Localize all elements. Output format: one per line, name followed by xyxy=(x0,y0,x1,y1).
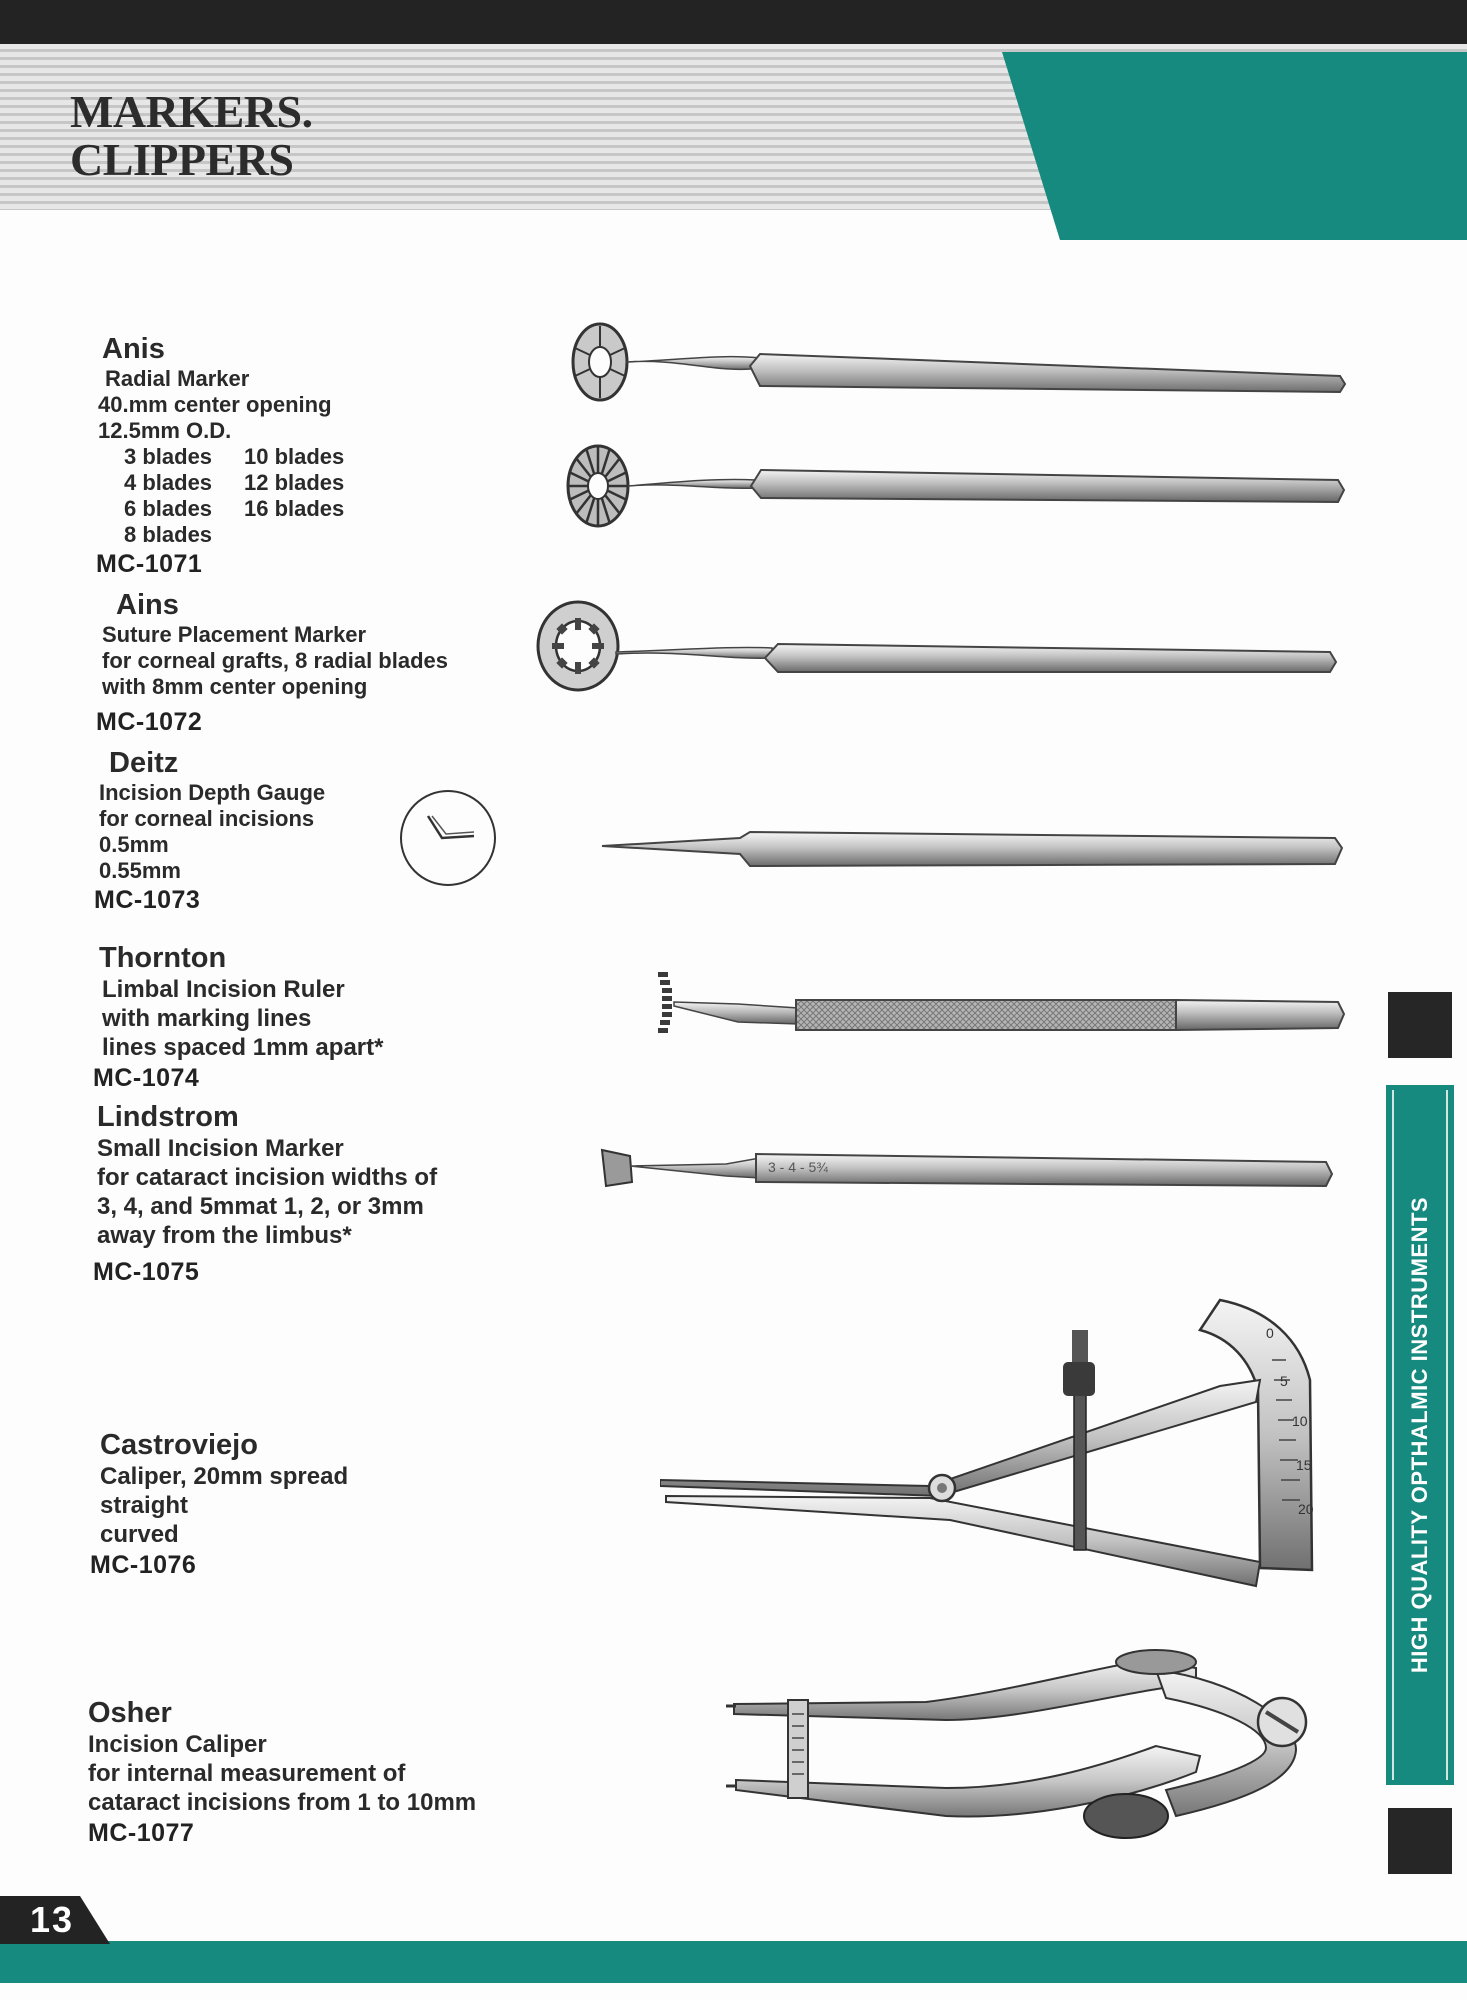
ains-suture-marker-illustration xyxy=(530,598,1340,698)
product-name: Anis xyxy=(102,333,165,365)
title-line-1: MARKERS. xyxy=(70,86,313,137)
product-name: Ains xyxy=(116,589,179,621)
page-title xyxy=(70,88,313,184)
product-line: 0.55mm xyxy=(99,858,181,883)
sidebar-label: HIGH QUALITY OPTHALMIC INSTRUMENTS xyxy=(1407,1196,1432,1674)
lindstrom-scale-label: 3 - 4 - 5¾ xyxy=(768,1159,828,1175)
product-line: for cataract incision widths of xyxy=(97,1164,438,1191)
product-name: Deitz xyxy=(109,747,179,779)
product-code: MC-1073 xyxy=(94,886,201,914)
lindstrom-marker-illustration xyxy=(596,1142,1336,1212)
product-deitz xyxy=(94,746,326,916)
blade-option: 16 blades xyxy=(244,496,345,521)
product-code: MC-1074 xyxy=(93,1064,200,1092)
product-line: for corneal grafts, 8 radial blades xyxy=(102,648,449,673)
product-line: Suture Placement Marker xyxy=(102,622,367,647)
product-line: 40.mm center opening xyxy=(98,392,332,417)
product-line: away from the limbus* xyxy=(97,1222,352,1249)
product-line: with 8mm center opening xyxy=(102,674,368,699)
product-line: Small Incision Marker xyxy=(97,1135,344,1162)
product-name: Thornton xyxy=(99,942,227,974)
anis-radial-marker-open-illustration xyxy=(560,318,1350,413)
blade-option: 12 blades xyxy=(244,470,345,495)
blade-option: 8 blades xyxy=(124,522,213,547)
blade-option: 4 blades xyxy=(124,470,213,495)
anis-radial-marker-multiblade-illustration xyxy=(556,440,1346,535)
top-dark-band xyxy=(0,0,1467,44)
product-name: Lindstrom xyxy=(97,1101,239,1133)
product-line: for internal measurement of xyxy=(88,1760,406,1787)
product-line: for corneal incisions xyxy=(99,806,315,831)
product-line: cataract incisions from 1 to 10mm xyxy=(88,1789,477,1816)
product-code: MC-1077 xyxy=(88,1819,195,1847)
caliper-scale-0: 0 xyxy=(1266,1325,1274,1341)
product-line: 0.5mm xyxy=(99,832,169,857)
product-line: 3, 4, and 5mmat 1, 2, or 3mm xyxy=(97,1193,424,1220)
caliper-scale-20: 20 xyxy=(1298,1501,1314,1517)
caliper-scale-15: 15 xyxy=(1296,1457,1312,1473)
product-line: Radial Marker xyxy=(105,366,250,391)
product-line: Limbal Incision Ruler xyxy=(102,976,345,1003)
product-code: MC-1071 xyxy=(96,550,203,578)
page-number: 13 xyxy=(30,1899,75,1940)
product-anis xyxy=(96,332,364,580)
product-name: Osher xyxy=(88,1697,172,1729)
sidebar-dark-block-bottom xyxy=(1388,1808,1452,1874)
product-code: MC-1076 xyxy=(90,1551,197,1579)
footer-teal-band xyxy=(0,1941,1467,1983)
blade-option: 3 blades xyxy=(124,444,213,469)
product-line: Caliper, 20mm spread xyxy=(100,1463,349,1490)
product-thornton xyxy=(93,941,384,1094)
product-line: Incision Depth Gauge xyxy=(99,780,326,805)
product-line: 12.5mm O.D. xyxy=(98,418,232,443)
deitz-tip-detail-icon xyxy=(398,788,498,888)
blade-options xyxy=(124,444,364,548)
product-code: MC-1075 xyxy=(93,1258,200,1286)
product-castroviejo xyxy=(90,1428,349,1581)
osher-caliper-illustration xyxy=(726,1640,1316,1860)
blade-option: 10 blades xyxy=(244,444,345,469)
sidebar-dark-block-top xyxy=(1388,992,1452,1058)
caliper-scale-5: 5 xyxy=(1280,1373,1288,1389)
product-line: lines spaced 1mm apart* xyxy=(102,1034,384,1061)
product-line: straight xyxy=(100,1492,189,1519)
caliper-scale-10: 10 xyxy=(1292,1413,1308,1429)
title-line-2: CLIPPERS xyxy=(70,134,294,185)
product-line: with marking lines xyxy=(102,1005,312,1032)
castroviejo-caliper-illustration xyxy=(660,1290,1340,1610)
product-code: MC-1072 xyxy=(96,708,203,736)
blade-option: 6 blades xyxy=(124,496,213,521)
product-osher xyxy=(88,1696,476,1849)
product-ains xyxy=(96,588,449,738)
product-line: Incision Caliper xyxy=(88,1731,267,1758)
product-line: curved xyxy=(100,1521,179,1548)
deitz-depth-gauge-illustration xyxy=(600,824,1345,894)
product-lindstrom xyxy=(93,1100,438,1288)
thornton-ruler-illustration xyxy=(648,968,1348,1058)
product-name: Castroviejo xyxy=(100,1429,258,1461)
